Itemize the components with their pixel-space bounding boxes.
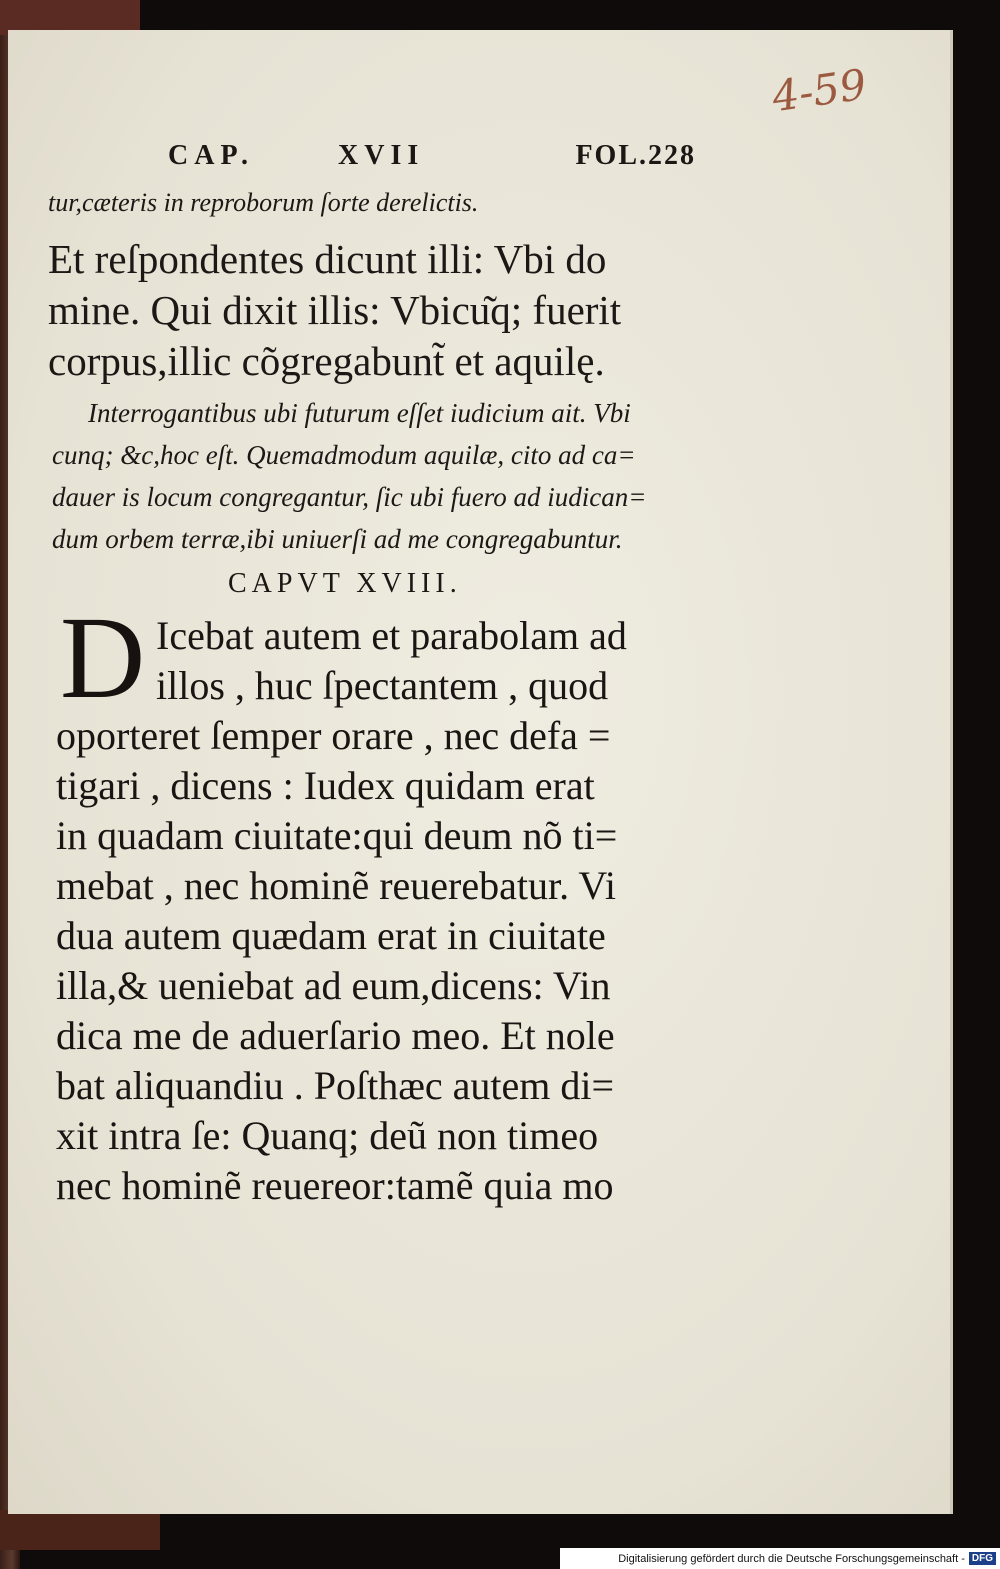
body-line: dua autem quædam erat in ciuitate [56, 913, 606, 958]
running-head-chapter: XVII [338, 140, 425, 171]
body-line: illos , huc ſpectantem , quod [156, 663, 609, 708]
dfg-logo: DFG [969, 1552, 996, 1565]
body-line: xit intra ſe: Quanq; deũ non timeo [56, 1113, 599, 1158]
handwritten-shelfmark: 4-59 [769, 59, 870, 122]
body-line: illa,& ueniebat ad eum,dicens: Vin [56, 963, 611, 1008]
body-line: nec hominẽ reuereor:tamẽ quia mo [56, 1163, 614, 1208]
binding-leather-bottom [0, 1510, 160, 1550]
scripture-line: corpus,illic cõgregabunt̃ et aquilę. [48, 338, 605, 384]
credit-text: Digitalisierung gefördert durch die Deutsche Forschungsgemeinschaft - [618, 1552, 965, 1565]
body-line: dica me de aduerſario meo. Et nole [56, 1013, 615, 1058]
running-head [168, 140, 696, 180]
body-line: oporteret ſemper orare , nec defa = [56, 713, 611, 758]
running-head-folio: FOL.228 [575, 140, 696, 171]
chapter-heading: CAPVT XVIII. [228, 568, 462, 599]
commentary-line: dum orbem terræ,ibi uniuerſi ad me congregabuntur. [52, 524, 623, 554]
body-line: tigari , dicens : Iudex quidam erat [56, 763, 595, 808]
body-line: mebat , nec hominẽ reuerebatur. Vi [56, 863, 616, 908]
scripture-line: Et reſpondentes dicunt illi: Vbi do [48, 236, 607, 282]
body-line: Icebat autem et parabolam ad [156, 613, 627, 658]
commentary-line: cunq; &c,hoc eſt. Quemadmodum aquilæ, cito ad ca= [52, 440, 636, 470]
drop-cap: D [60, 592, 146, 723]
running-head-cap: CAP. [168, 140, 254, 171]
commentary-line: Interrogantibus ubi futurum eſſet iudicium ait. Vbi [88, 398, 631, 428]
commentary-line: dauer is locum congregantur, ſic ubi fuero ad iudican= [52, 482, 647, 512]
body-line: in quadam ciuitate:qui deum nõ ti= [56, 813, 618, 858]
continuation-line: tur,cæteris in reproborum ſorte derelictis. [48, 188, 479, 217]
digitization-credit [560, 1548, 1000, 1569]
scripture-line: mine. Qui dixit illis: Vbicu͂q; fuerit [48, 287, 622, 333]
scripture-block [48, 234, 698, 387]
commentary-block [52, 392, 698, 560]
body-line: bat aliquandiu . Poſthæc autem di= [56, 1063, 615, 1108]
